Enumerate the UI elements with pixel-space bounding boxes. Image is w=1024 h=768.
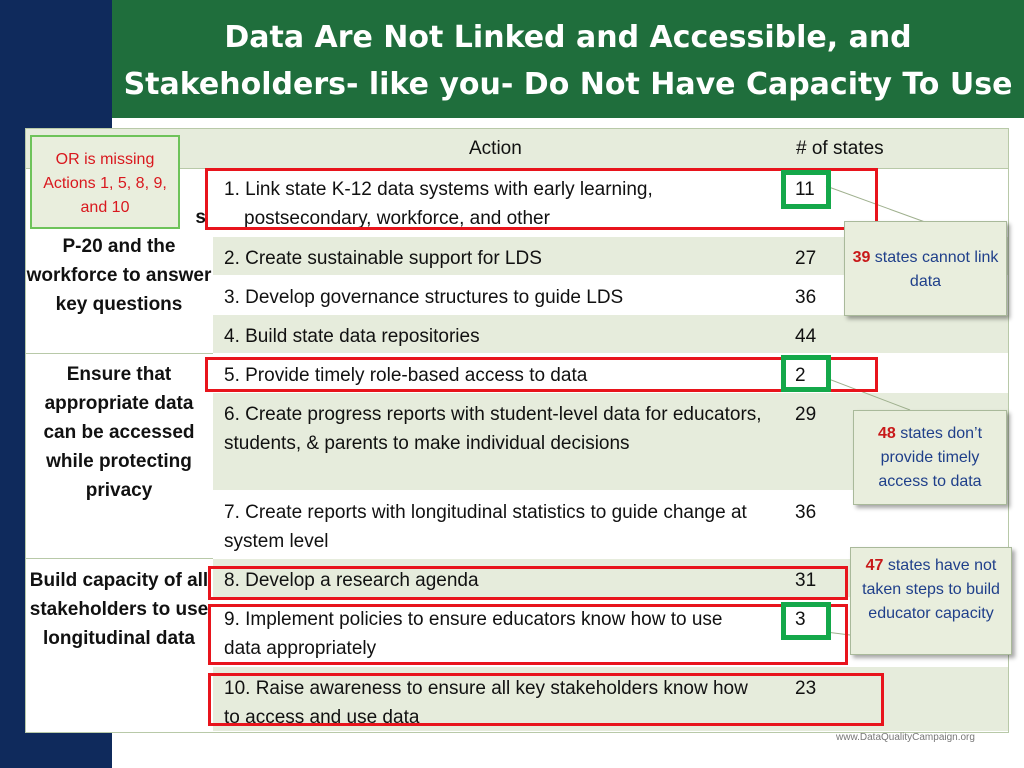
row-states: 44 xyxy=(795,326,817,347)
row-states: 23 xyxy=(795,678,817,699)
row-states: 31 xyxy=(795,570,817,591)
highlight-row-5 xyxy=(205,357,878,392)
highlight-count-11 xyxy=(781,170,831,209)
row-action: 10. Raise awareness to ensure all key stakeholders know how to access and use data xyxy=(224,678,748,728)
page-title: Data Are Not Linked and Accessible, and Stakeholders- like you- Do Not Have Capacity To Use xyxy=(123,20,1013,102)
row-action: 3. Develop governance structures to guide LDS xyxy=(224,287,624,308)
row-action: 4. Build state data repositories xyxy=(224,326,480,347)
callout-count: 48 xyxy=(877,425,896,442)
callout-link-data xyxy=(844,221,1007,316)
row-states: 3 xyxy=(795,609,806,630)
row-action: 5. Provide timely role-based access to data xyxy=(224,365,588,386)
header-action: Action xyxy=(469,138,522,159)
callout-count: 39 xyxy=(852,249,871,266)
row-action: 6. Create progress reports with student-level data for educators, students, & parents to make individual decisions xyxy=(224,404,762,454)
highlight-row-10 xyxy=(208,673,884,726)
missing-actions-note: OR is missing Actions 1, 5, 8, 9, and 10 xyxy=(30,135,180,229)
callout-text: states cannot link data xyxy=(870,249,999,290)
row-action: 9. Implement policies to ensure educators know how to use data appropriately xyxy=(224,609,723,659)
row-action: 7. Create reports with longitudinal statistics to guide change at system level xyxy=(224,502,747,552)
highlight-count-3 xyxy=(781,602,831,640)
callout-count: 47 xyxy=(865,557,884,574)
footer-url: www.DataQualityCampaign.org xyxy=(836,732,975,743)
row-states: 2 xyxy=(795,365,806,386)
callout-text: states have not taken steps to build educator capacity xyxy=(862,557,1000,622)
row-states: 27 xyxy=(795,248,817,269)
callout-text: states don’t provide timely access to data xyxy=(878,425,983,490)
callout-educator-capacity xyxy=(850,547,1012,655)
row-states: 36 xyxy=(795,287,817,308)
callout-timely-access xyxy=(853,410,1007,505)
highlight-row-1 xyxy=(205,168,878,230)
row-states: 29 xyxy=(795,404,817,425)
goal-1: P-20 and the workforce to answer key questions xyxy=(26,236,212,315)
highlight-row-8 xyxy=(208,566,848,600)
goal-1-partial: s xyxy=(195,207,206,228)
row-action: 8. Develop a research agenda xyxy=(224,570,479,591)
goal-2: Ensure that appropriate data can be accessed while protecting privacy xyxy=(43,364,195,501)
goal-3: Build capacity of all stakeholders to use longitudinal data xyxy=(29,570,209,649)
highlight-count-2 xyxy=(781,355,831,392)
row-states: 36 xyxy=(795,502,817,523)
header-num-states: # of states xyxy=(796,138,884,159)
row-action: 1. Link state K-12 data systems with early learning, postsecondary, workforce, and other xyxy=(224,179,653,229)
row-states: 11 xyxy=(795,179,815,200)
row-action: 2. Create sustainable support for LDS xyxy=(224,248,542,269)
highlight-row-9 xyxy=(208,604,848,665)
